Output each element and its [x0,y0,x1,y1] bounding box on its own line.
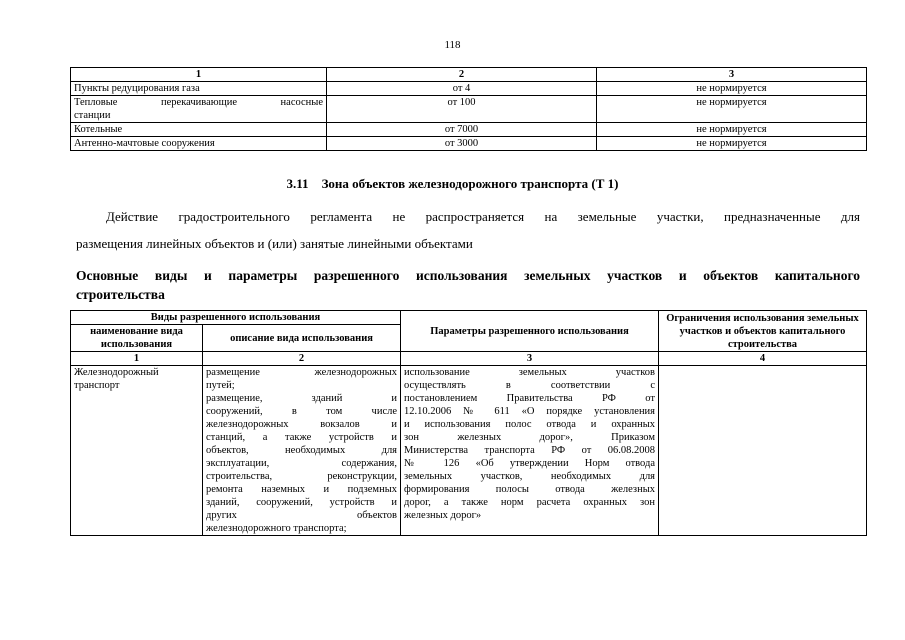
parameters-line: осуществлять в соответствии с [404,380,656,391]
table-row [71,366,867,536]
table-row [71,82,867,96]
section-name: Зона объектов железнодорожного транспорта (Т 1) [321,176,619,191]
subsection-heading [76,266,860,304]
object-name: Котельные [71,123,327,137]
distance-value: от 7000 [327,123,597,137]
parameters-line: постановлением Правительства РФ от [404,393,656,404]
distance-value: от 4 [327,82,597,96]
use-description [203,366,401,536]
use-limits [659,366,867,536]
group-header: Виды разрешенного использования [71,311,401,325]
section-title [0,176,905,192]
use-parameters [401,366,659,536]
description-line: других объектов [206,510,398,521]
use-name-line: Железнодорожный [74,367,159,378]
parameters-line: 12.10.2006 № 611 «О порядке установления [404,406,656,417]
description-line: сооружений, в том числе [206,406,398,417]
limit-value: не нормируется [597,137,867,151]
parameters-line: формирования полосы отвода железных [404,484,656,495]
limit-value: не нормируется [597,96,867,123]
limit-value: не нормируется [597,123,867,137]
parameters-line: и использования полос отвода и охранных [404,419,656,430]
object-name [71,96,327,123]
permitted-use-table [70,310,867,536]
description-line: объектов, необходимых для [206,445,398,456]
parameters-line: земельных участков, необходимых для [404,471,656,482]
parameters-line: Министерства транспорта РФ от 06.08.2008 [404,445,656,456]
limit-value: не нормируется [597,82,867,96]
parameters-line: зон железных дорог», Приказом [404,432,656,443]
column-number-row [71,352,867,366]
column-number: 4 [659,352,867,366]
table-row [71,137,867,151]
description-line: размещение, зданий и [206,393,398,404]
parameters-line: дорог, а также норм расчета охранных зон [404,497,656,508]
use-name-line: транспорт [74,380,120,391]
column-number: 1 [71,68,327,82]
distance-value: от 100 [327,96,597,123]
description-line: железнодорожных вокзалов и [206,419,398,430]
table-row [71,123,867,137]
table-header-row [71,68,867,82]
table-row [71,96,867,123]
paragraph-line: Действие градостроительного регламента не распространяется на земельные участки, предназначенные для [106,209,860,224]
page-number: 118 [444,39,461,51]
heading-line: Основные виды и параметры разрешенного использования земельных участков и объектов капитального [76,268,860,283]
object-name: Антенно-мачтовые сооружения [71,137,327,151]
parameters-line: железных дорог» [404,510,482,521]
parameters-line: использование земельных участков [404,367,656,378]
column-number: 2 [203,352,401,366]
object-name: Пункты редуцирования газа [71,82,327,96]
limits-header: Ограничения использования земельных участков и объектов капитального строительства [659,311,867,352]
heading-line: строительства [76,287,165,302]
section-number: 3.11 [286,176,309,191]
body-paragraph [76,203,860,257]
paragraph-line: размещения линейных объектов и (или) занятые линейными объектами [76,236,473,251]
description-line: ремонта наземных и подземных [206,484,398,495]
column-number: 2 [327,68,597,82]
table-header-row [71,311,867,325]
description-line: зданий, сооружений, устройств и [206,497,398,508]
description-line: строительства, реконструкции, [206,471,398,482]
object-name-line: Тепловые перекачивающие насосные [74,97,323,108]
parameters-line: № 126 «Об утверждении Норм отвода [404,458,656,469]
description-line: станций, а также устройств и [206,432,398,443]
column-number: 3 [597,68,867,82]
use-name [71,366,203,536]
column-number: 1 [71,352,203,366]
description-line: эксплуатации, содержания, [206,458,398,469]
name-header: наименование вида использования [71,325,203,352]
column-number: 3 [401,352,659,366]
description-line: путей; [206,380,235,391]
description-header: описание вида использования [203,325,401,352]
description-line: железнодорожного транспорта; [206,523,347,534]
description-line: размещение железнодорожных [206,367,398,378]
distance-value: от 3000 [327,137,597,151]
object-name-line: станции [74,110,111,121]
distance-table [70,67,867,151]
params-header: Параметры разрешенного использования [401,311,659,352]
